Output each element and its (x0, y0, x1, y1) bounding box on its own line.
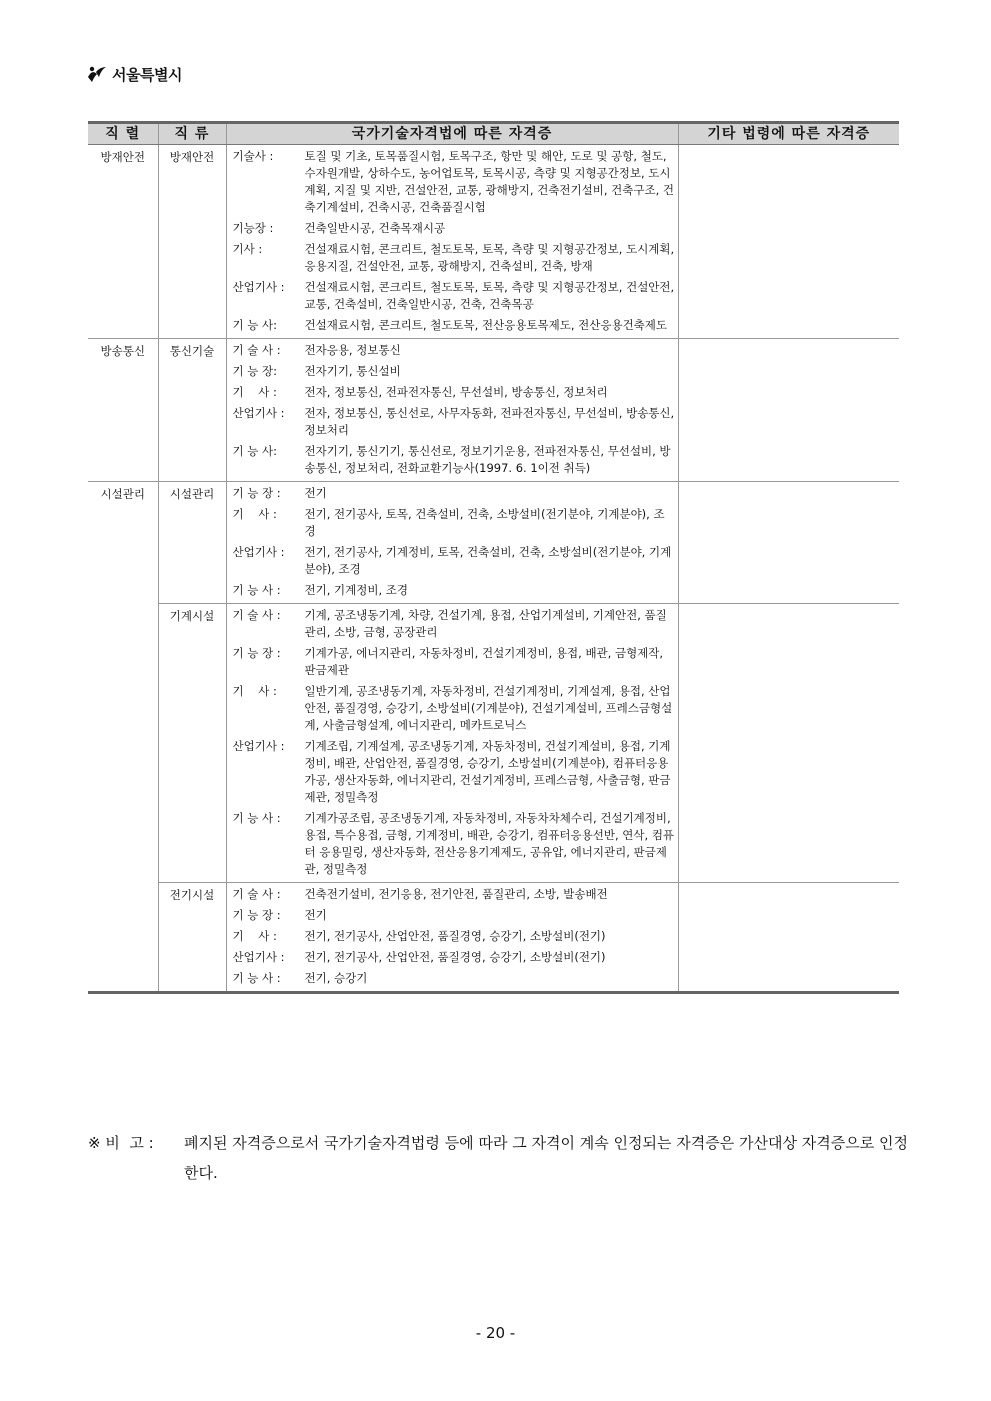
other-quals-cell (678, 339, 899, 482)
qualification-grade: 기 사 : (232, 929, 277, 943)
qualification-grade: 기술사 : (232, 149, 274, 163)
qualification-item (233, 607, 676, 641)
field-cell: 통신기술 (158, 339, 226, 482)
page-number: - 20 - (475, 1324, 516, 1342)
table-row (88, 339, 899, 482)
qualification-item (233, 544, 676, 578)
qualification-grade: 기 능 사 : (232, 811, 281, 825)
logo-text: 서울특별시 (112, 66, 182, 84)
qualification-grade: 기 술 사 : (232, 887, 281, 901)
qualification-grade: 기 능 사 : (232, 583, 281, 597)
qualification-list: 전기, 전기공사, 기계정비, 토목, 건축설비, 건축, 소방설비(전기분야, 기계분야), 조경 (304, 545, 672, 576)
national-quals-cell (226, 883, 678, 993)
remark (88, 1128, 908, 1188)
qualification-list: 전기, 승강기 (304, 971, 368, 985)
national-quals-cell (226, 482, 678, 604)
other-quals-cell (678, 145, 899, 339)
qualification-item (233, 405, 676, 439)
qualification-item (233, 241, 676, 275)
remark-text: 폐지된 자격증으로서 국가기술자격법령 등에 따라 그 자격이 계속 인정되는 자격증은 가산대상 자격증으로 인정한다. (184, 1134, 908, 1182)
qualification-grade: 기능장 : (232, 221, 274, 235)
rank-cell (88, 604, 158, 883)
qualification-list: 기계, 공조냉동기계, 차량, 건설기계, 용접, 산업기계설비, 기계안전, 품질관리, 소방, 금형, 공장관리 (304, 608, 667, 639)
qualification-item (233, 384, 676, 401)
header-national-quals: 국가기술자격법에 따른 자격증 (226, 123, 678, 145)
qualification-list: 토질 및 기초, 토목품질시험, 토목구조, 항만 및 해안, 도로 및 공항, 철도, 수자원개발, 상하수도, 농어업토목, 토목시공, 측량 및 지형공간정보, 도시계획, 지질 및 지반, 건설안전, 교통, 광해방지, 건축전기설비, 건축구조, 건축기계설비, 건축시공, 건축품질시험 (304, 149, 675, 214)
qualification-grade: 기 술 사 : (232, 343, 281, 357)
table-body (88, 145, 899, 993)
qualification-list: 건설재료시험, 콘크리트, 철도토목, 토목, 측량 및 지형공간정보, 도시계획, 응용지질, 건설안전, 교통, 광해방지, 건축설비, 건축, 방재 (304, 242, 675, 273)
national-quals-cell (226, 145, 678, 339)
qualification-list: 전자, 정보통신, 전파전자통신, 무선설비, 방송통신, 정보처리 (304, 385, 608, 399)
qualification-item (233, 220, 676, 237)
qualification-list: 건축전기설비, 전기응용, 전기안전, 품질관리, 소방, 발송배전 (304, 887, 608, 901)
qualification-list: 전자기기, 통신설비 (304, 364, 401, 378)
table-row (88, 145, 899, 339)
other-quals-cell (678, 883, 899, 993)
qualification-list: 일반기계, 공조냉동기계, 자동차정비, 건설기계정비, 기계설계, 용접, 산업안전, 품질경영, 승강기, 소방설비(기계분야), 건설기계설비, 프레스금형설계, 사출금형설계, 에너지관리, 메카트로닉스 (304, 684, 673, 732)
remark-label: ※ 비 고 : (88, 1134, 154, 1152)
qualification-item (233, 443, 676, 477)
qualification-item (233, 582, 676, 599)
qualification-item (233, 886, 676, 903)
qualification-grade: 기 사 : (232, 684, 277, 698)
qualification-list: 전자, 정보통신, 통신선로, 사무자동화, 전파전자통신, 무선설비, 방송통신, 정보처리 (304, 406, 675, 437)
other-quals-cell (678, 482, 899, 604)
qualification-grade: 기사 : (232, 242, 263, 256)
qualification-item (233, 645, 676, 679)
table-header-row (88, 123, 899, 145)
qualification-list: 전기, 전기공사, 산업안전, 품질경영, 승강기, 소방설비(전기) (304, 929, 606, 943)
qualification-grade: 산업기사 : (232, 280, 285, 294)
qualification-grade: 산업기사 : (232, 406, 285, 420)
qualification-item (233, 970, 676, 987)
qualification-list: 전자응용, 정보통신 (304, 343, 401, 357)
qualification-item (233, 279, 676, 313)
qualification-grade: 기 능 사 : (232, 971, 281, 985)
qualification-list: 전기 (304, 908, 327, 922)
qualification-grade: 기 능 장: (232, 364, 278, 378)
qualification-item (233, 949, 676, 966)
qualification-item (233, 810, 676, 878)
qualification-grade: 기 사 : (232, 385, 277, 399)
qualification-table (88, 121, 899, 994)
table-row (88, 604, 899, 883)
qualification-item (233, 485, 676, 502)
field-cell: 방재안전 (158, 145, 226, 339)
qualification-grade: 산업기사 : (232, 739, 285, 753)
field-cell: 전기시설 (158, 883, 226, 993)
qualification-item (233, 342, 676, 359)
qualification-grade: 기 사 : (232, 507, 277, 521)
qualification-list: 기계가공, 에너지관리, 자동차정비, 건설기계정비, 용접, 배관, 금형제작, 판금제관 (304, 646, 664, 677)
qualification-grade: 기 능 장 : (232, 908, 281, 922)
other-quals-cell (678, 604, 899, 883)
rank-cell: 방재안전 (88, 145, 158, 339)
qualification-grade: 기 능 사: (232, 444, 278, 458)
qualification-list: 전기 (304, 486, 327, 500)
qualification-grade: 기 능 장 : (232, 646, 281, 660)
qualification-grade: 기 술 사 : (232, 608, 281, 622)
rank-cell (88, 883, 158, 993)
qualification-list: 전자기기, 통신기기, 통신선로, 정보기기운용, 전파전자통신, 무선설비, 방송통신, 정보처리, 전화교환기능사(1997. 6. 1이전 취득) (304, 444, 671, 475)
qualification-list: 건설재료시험, 콘크리트, 철도토목, 토목, 측량 및 지형공간정보, 건설안전, 교통, 건축설비, 건축일반시공, 건축, 건축목공 (304, 280, 675, 311)
qualification-item (233, 907, 676, 924)
qualification-grade: 산업기사 : (232, 545, 285, 559)
header-rank: 직 렬 (88, 123, 158, 145)
header-other-quals: 기타 법령에 따른 자격증 (678, 123, 899, 145)
qualification-list: 전기, 기계정비, 조경 (304, 583, 408, 597)
qualification-list: 전기, 전기공사, 토목, 건축설비, 건축, 소방설비(전기분야, 기계분야), 조경 (304, 507, 665, 538)
table-row (88, 482, 899, 604)
qualification-grade: 산업기사 : (232, 950, 285, 964)
qualification-grade: 기 능 장 : (232, 486, 281, 500)
header-field: 직 류 (158, 123, 226, 145)
qualification-list: 기계조립, 기계설계, 공조냉동기계, 자동차정비, 건설기계설비, 용접, 기계정비, 배관, 산업안전, 품질경영, 승강기, 소방설비(기계분야), 컴퓨터응용가공, 생산자동화, 에너지관리, 건설기계정비, 프레스금형, 사출금형, 판금제관, 정밀측정 (304, 739, 671, 804)
seoul-symbol-icon (86, 65, 108, 85)
table-row (88, 883, 899, 993)
field-cell: 기계시설 (158, 604, 226, 883)
rank-cell: 방송통신 (88, 339, 158, 482)
qualification-item (233, 363, 676, 380)
seoul-logo (86, 64, 182, 85)
qualification-list: 전기, 전기공사, 산업안전, 품질경영, 승강기, 소방설비(전기) (304, 950, 606, 964)
rank-cell: 시설관리 (88, 482, 158, 604)
qualification-item (233, 317, 676, 334)
national-quals-cell (226, 604, 678, 883)
national-quals-cell (226, 339, 678, 482)
qualification-list: 건축일반시공, 건축목재시공 (304, 221, 446, 235)
qualification-grade: 기 능 사: (232, 318, 278, 332)
qualification-item (233, 928, 676, 945)
qualification-item (233, 148, 676, 216)
qualification-item (233, 683, 676, 734)
qualification-list: 건설재료시험, 콘크리트, 철도토목, 전산응용토목제도, 전산응용건축제도 (304, 318, 668, 332)
qualification-item (233, 738, 676, 806)
qualification-list: 기계가공조립, 공조냉동기계, 자동차정비, 자동차차체수리, 건설기계정비, 용접, 특수용접, 금형, 기계정비, 배관, 승강기, 컴퓨터응용선반, 연삭, 컴퓨터 응용밀링, 생산자동화, 전산응용기계제도, 공유압, 에너지관리, 판금제관, 정밀측정 (304, 811, 675, 876)
field-cell: 시설관리 (158, 482, 226, 604)
qualification-item (233, 506, 676, 540)
